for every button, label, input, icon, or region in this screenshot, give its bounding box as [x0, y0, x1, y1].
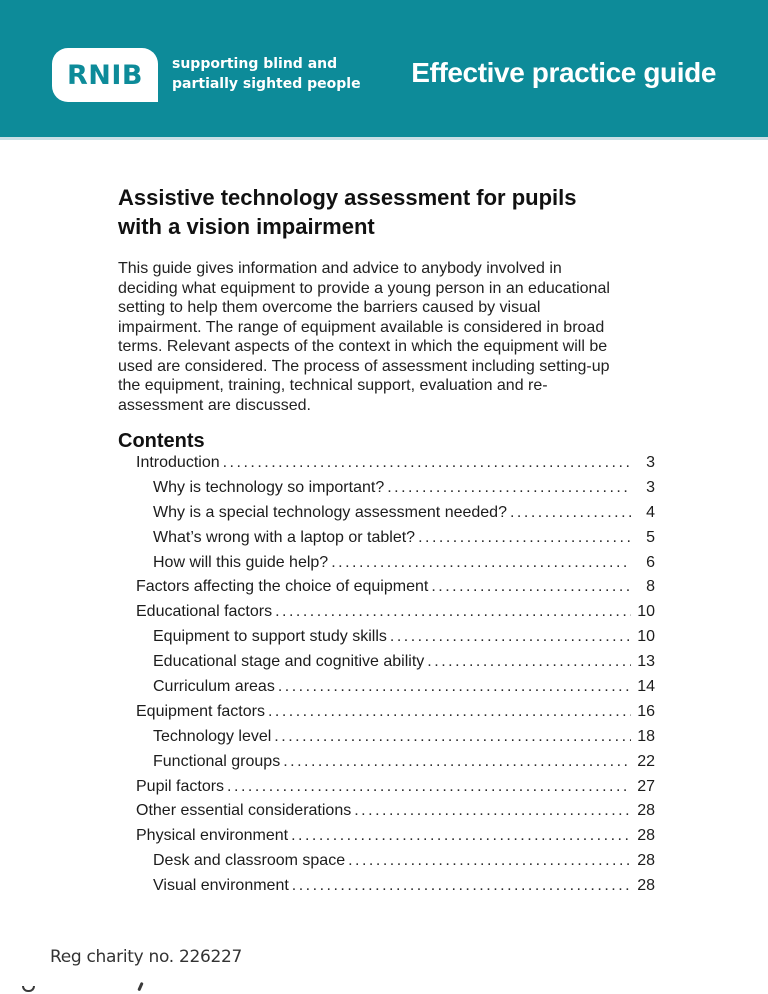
- toc-item-page: 6: [646, 553, 655, 571]
- toc-item-page: 13: [637, 653, 655, 671]
- toc-item-label: Factors affecting the choice of equipment: [136, 578, 429, 596]
- toc-item-label: Curriculum areas: [153, 678, 275, 696]
- brand-tagline: [172, 54, 361, 94]
- toc-dot-leader: [292, 874, 631, 899]
- toc-dot-leader: [387, 476, 631, 501]
- toc-dot-leader: [431, 575, 631, 600]
- toc-item-label: Equipment to support study skills: [153, 628, 387, 646]
- toc-item-page: 3: [646, 478, 655, 496]
- brand-banner: [0, 0, 768, 140]
- toc-item-label: Equipment factors: [136, 702, 265, 720]
- toc-item-label: Physical environment: [136, 827, 289, 845]
- toc-item-label: Technology level: [153, 727, 272, 745]
- toc-item-label: Educational stage and cognitive ability: [153, 653, 425, 671]
- toc-item-page: 14: [637, 678, 655, 696]
- cutoff-glyph-fragment: [137, 982, 143, 991]
- toc-dot-leader: [278, 675, 631, 700]
- toc-item[interactable]: [136, 675, 655, 700]
- toc-item-label: Introduction: [136, 454, 220, 471]
- toc-dot-leader: [275, 600, 631, 625]
- toc-dot-leader: [427, 650, 631, 675]
- rnib-logo: [52, 48, 158, 102]
- contents-heading: Contents: [118, 429, 205, 452]
- toc-item[interactable]: [136, 451, 655, 476]
- toc-item-label: Other essential considerations: [136, 802, 352, 820]
- toc-item[interactable]: [136, 750, 655, 775]
- toc-item-label: Functional groups: [153, 752, 281, 770]
- rnib-logo-text: RNIB: [66, 59, 143, 91]
- toc-item-label: Educational factors: [136, 603, 273, 621]
- toc-dot-leader: [354, 799, 631, 824]
- toc-item-label: Visual environment: [153, 877, 289, 895]
- toc-item-label: Why is a special technology assessment needed?: [153, 503, 507, 521]
- toc-item-page: 28: [637, 827, 655, 845]
- toc-item[interactable]: [136, 526, 655, 551]
- toc-item-label: What’s wrong with a laptop or tablet?: [153, 528, 416, 546]
- toc-dot-leader: [418, 526, 631, 551]
- toc-item-page: 28: [637, 877, 655, 895]
- toc-dot-leader: [268, 700, 631, 725]
- toc-item-label: Desk and classroom space: [153, 852, 346, 870]
- toc-item[interactable]: [136, 650, 655, 675]
- reg-charity-text: Reg charity no. 226227: [50, 947, 243, 967]
- toc-item-page: 22: [637, 752, 655, 770]
- brand-tagline-line1: supporting blind and: [172, 56, 338, 72]
- toc-item[interactable]: [136, 725, 655, 750]
- document-title: Assistive technology assessment for pupils with a vision impairment: [118, 184, 577, 239]
- toc-dot-leader: [227, 775, 631, 800]
- toc-item-label: How will this guide help?: [153, 553, 329, 571]
- toc-item-label: Why is technology so important?: [153, 478, 385, 496]
- toc-item-page: 3: [646, 454, 655, 471]
- toc-item-page: 27: [637, 777, 655, 795]
- toc-item-page: 4: [646, 503, 655, 521]
- toc-dot-leader: [510, 501, 631, 526]
- toc-dot-leader: [291, 824, 631, 849]
- toc-item-page: 18: [637, 727, 655, 745]
- toc-dot-leader: [283, 750, 631, 775]
- toc-item[interactable]: [136, 575, 655, 600]
- toc-item-page: 5: [646, 528, 655, 546]
- toc-item[interactable]: [136, 625, 655, 650]
- toc-item-page: 8: [646, 578, 655, 596]
- toc-item[interactable]: [136, 775, 655, 800]
- brand-tagline-line2: partially sighted people: [172, 76, 361, 92]
- toc-dot-leader: [331, 551, 631, 576]
- toc-item-page: 16: [637, 702, 655, 720]
- cutoff-glyph-fragment: [22, 986, 35, 992]
- toc-dot-leader: [274, 725, 631, 750]
- toc-item[interactable]: [136, 476, 655, 501]
- toc-dot-leader: [348, 849, 631, 874]
- toc-item[interactable]: [136, 824, 655, 849]
- toc-item[interactable]: [136, 799, 655, 824]
- intro-paragraph: This guide gives information and advice to anybody involved in deciding what equipment to provide a young person in an educational setting to help them overcome the barriers caused by visual impairment. The range of equipment available is considered in broad terms. Relevant aspects of the context in which the equipment will be used are considered. The process of assessment including setting-up the equipment, training, technical support, evaluation and re-assessment are discussed.: [118, 260, 610, 414]
- toc-item-page: 10: [637, 603, 655, 621]
- toc-dot-leader: [390, 625, 631, 650]
- toc-item[interactable]: [136, 874, 655, 899]
- banner-title: Effective practice guide: [411, 57, 716, 88]
- toc-item[interactable]: [136, 600, 655, 625]
- toc-item-page: 28: [637, 852, 655, 870]
- toc-item-page: 28: [637, 802, 655, 820]
- toc-item-label: Pupil factors: [136, 777, 225, 795]
- toc-item[interactable]: [136, 501, 655, 526]
- toc-item[interactable]: [136, 700, 655, 725]
- toc-dot-leader: [223, 451, 631, 476]
- toc-item[interactable]: [136, 849, 655, 874]
- toc-item-page: 10: [637, 628, 655, 646]
- toc-item[interactable]: [136, 551, 655, 576]
- toc-list: [136, 451, 655, 899]
